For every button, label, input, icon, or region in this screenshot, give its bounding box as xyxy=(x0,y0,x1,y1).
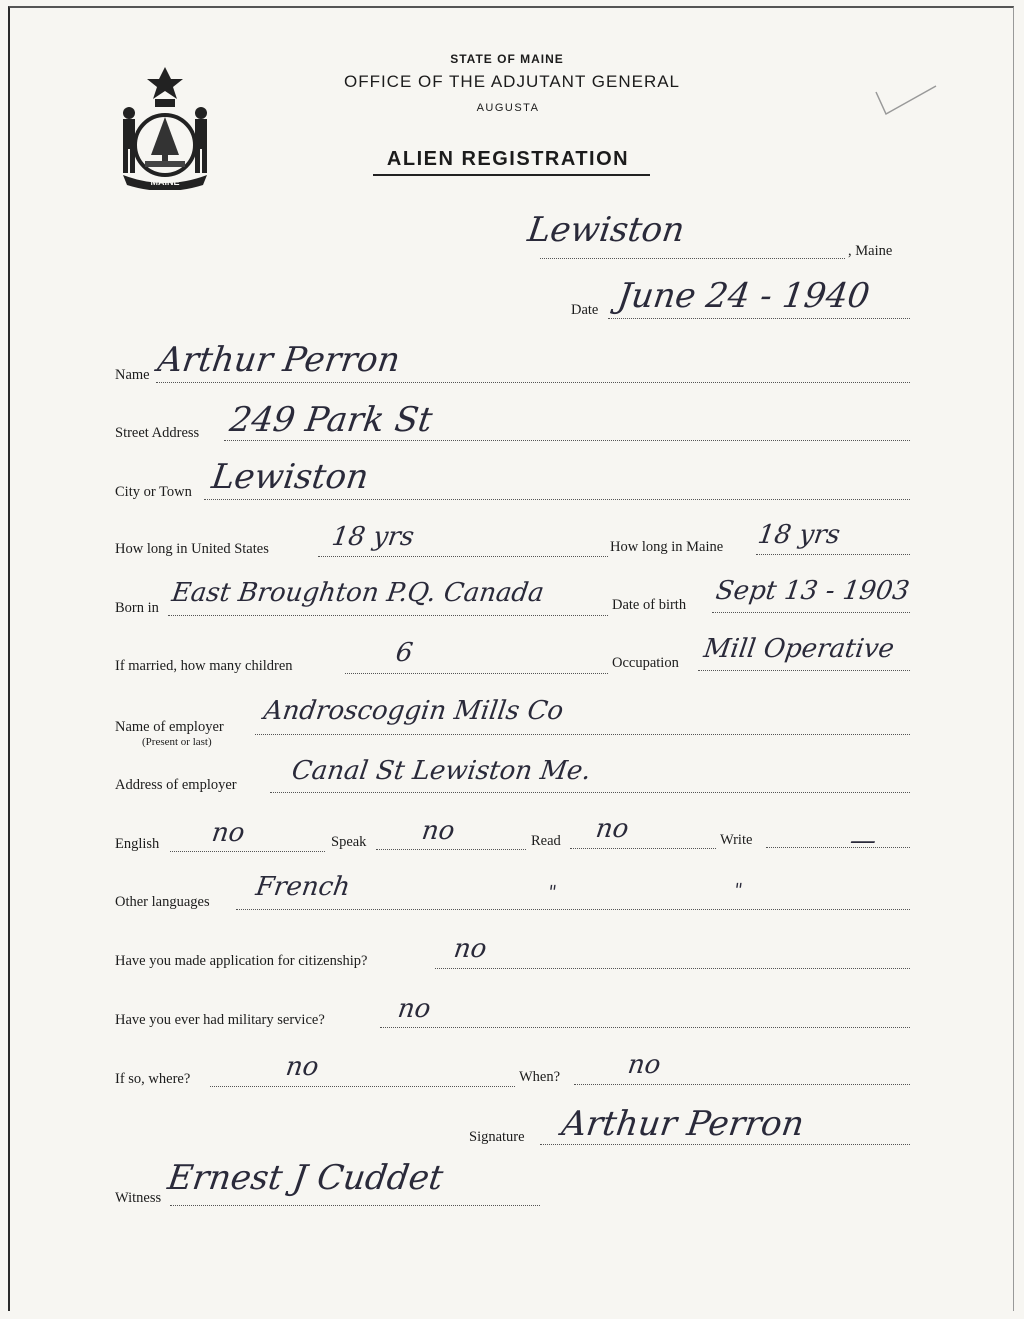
employer-address-line xyxy=(270,792,910,793)
employer-value: Androscoggin Mills Co xyxy=(261,696,566,726)
dob-value: Sept 13 - 1903 xyxy=(713,576,912,606)
signature-value: Arthur Perron xyxy=(559,1104,807,1144)
citizenship-line xyxy=(435,968,910,969)
born-value: East Broughton P.Q. Canada xyxy=(169,578,546,608)
name-value: Arthur Perron xyxy=(155,340,403,380)
street-value: 249 Park St xyxy=(227,400,435,440)
children-label: If married, how many children xyxy=(115,658,293,674)
military-value: no xyxy=(395,994,433,1024)
city-line xyxy=(204,499,910,500)
when-line xyxy=(574,1084,910,1085)
us-years-line xyxy=(318,556,608,557)
dob-line xyxy=(712,612,910,613)
other-languages-line xyxy=(236,909,910,910)
where-label: If so, where? xyxy=(115,1071,191,1087)
born-label: Born in xyxy=(115,600,159,616)
occupation-value: Mill Operative xyxy=(701,634,897,664)
citizenship-value: no xyxy=(451,934,489,964)
where-value: no xyxy=(283,1052,321,1082)
signature-label: Signature xyxy=(469,1129,525,1145)
name-label: Name xyxy=(115,367,150,383)
other-languages-ditto-2: " xyxy=(732,880,744,901)
children-value: 6 xyxy=(393,638,415,668)
occupation-label: Occupation xyxy=(612,655,679,671)
born-line xyxy=(168,615,608,616)
employer-label: Name of employer xyxy=(115,719,224,735)
english-value: no xyxy=(209,818,247,848)
date-line xyxy=(608,318,910,319)
maine-years-line xyxy=(756,554,910,555)
employer-address-value: Canal St Lewiston Me. xyxy=(289,756,593,786)
signature-line xyxy=(540,1144,910,1145)
english-line xyxy=(170,851,325,852)
read-line xyxy=(570,848,716,849)
us-years-label: How long in United States xyxy=(115,541,269,557)
town-line xyxy=(540,258,845,259)
street-label: Street Address xyxy=(115,425,200,441)
dob-label: Date of birth xyxy=(612,597,687,613)
write-value: — xyxy=(847,826,879,856)
us-years-value: 18 yrs xyxy=(329,522,416,552)
when-value: no xyxy=(625,1050,663,1080)
town-value: Lewiston xyxy=(525,210,687,250)
witness-label: Witness xyxy=(115,1190,162,1206)
name-line xyxy=(156,382,910,383)
military-line xyxy=(380,1027,910,1028)
citizenship-label: Have you made application for citizenship? xyxy=(115,953,368,969)
other-languages-ditto-1: " xyxy=(546,882,558,903)
speak-value: no xyxy=(419,816,457,846)
read-value: no xyxy=(593,814,631,844)
other-languages-value: French xyxy=(253,872,353,902)
witness-value: Ernest J Cuddet xyxy=(165,1158,446,1198)
maine-years-value: 18 yrs xyxy=(755,520,842,550)
date-label: Date xyxy=(571,302,599,318)
seal-banner-text: MAINE xyxy=(150,177,180,187)
read-label: Read xyxy=(531,833,561,849)
city-value: Lewiston xyxy=(209,457,371,497)
date-value: June 24 - 1940 xyxy=(615,276,873,316)
write-label: Write xyxy=(720,832,753,848)
when-label: When? xyxy=(519,1069,561,1085)
city-heading: AUGUSTA xyxy=(476,102,540,114)
military-label: Have you ever had military service? xyxy=(115,1012,325,1028)
employer-address-label: Address of employer xyxy=(115,777,237,793)
employer-sublabel: (Present or last) xyxy=(142,736,212,748)
maine-years-label: How long in Maine xyxy=(610,539,724,555)
write-line xyxy=(766,847,910,848)
speak-label: Speak xyxy=(331,834,367,850)
town-maine-label: , Maine xyxy=(848,243,893,259)
street-line xyxy=(224,440,910,441)
form-title: ALIEN REGISTRATION xyxy=(386,148,630,170)
children-line xyxy=(345,673,608,674)
employer-line xyxy=(255,734,910,735)
speak-line xyxy=(376,849,526,850)
english-label: English xyxy=(115,836,160,852)
title-underline xyxy=(373,174,650,176)
witness-line xyxy=(170,1205,540,1206)
state-heading: STATE OF MAINE xyxy=(450,52,564,66)
occupation-line xyxy=(698,670,910,671)
other-languages-label: Other languages xyxy=(115,894,210,910)
where-line xyxy=(210,1086,515,1087)
office-heading: OFFICE OF THE ADJUTANT GENERAL xyxy=(343,72,681,91)
city-label: City or Town xyxy=(115,484,192,500)
